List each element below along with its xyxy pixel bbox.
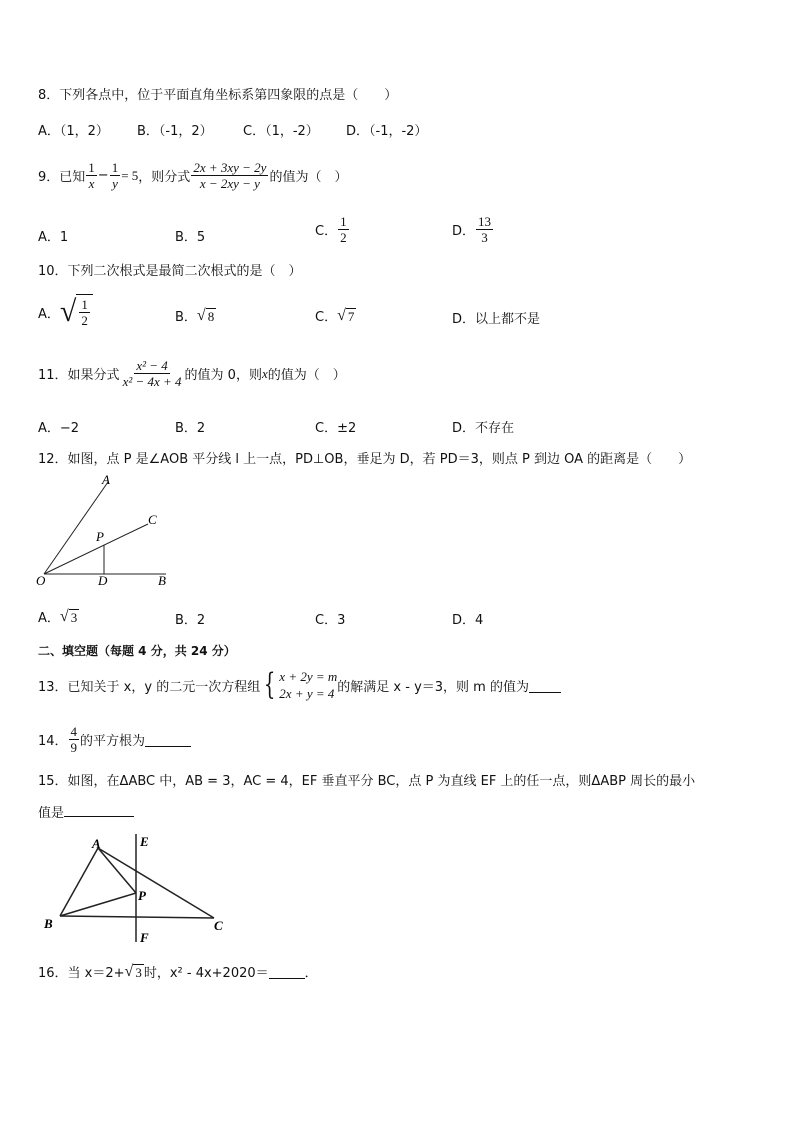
- q11-option-a: A．−2: [38, 421, 80, 436]
- q9-fraction-3: $\frac{2x + 3xy - 2y}{x - 2xy - y}$: [193, 160, 267, 191]
- q13-system: x + 2y = m 2x + y = 4: [279, 669, 338, 701]
- label-p: P: [96, 529, 104, 544]
- q10-stem: [38, 260, 302, 279]
- q11-mid: 的值为 0，则: [184, 368, 262, 383]
- q10-number: 10．: [38, 264, 68, 279]
- q15-line-1: [38, 770, 695, 789]
- q12-number: 12．: [38, 452, 68, 467]
- q14-answer-blank[interactable]: [145, 732, 191, 747]
- q9-stem: [38, 160, 347, 191]
- label-d: D: [98, 573, 108, 588]
- q11-option-b: B．2: [175, 421, 206, 436]
- q15-figure: [40, 830, 240, 948]
- q14-stem: [38, 724, 191, 755]
- q9-minus: −: [97, 168, 109, 183]
- q9-fraction-2: $\frac{1}{y}$: [111, 160, 119, 191]
- q14-post: 的平方根为: [80, 734, 146, 749]
- ray-oa: [44, 482, 108, 574]
- q11-option-d: D．不存在: [452, 421, 515, 436]
- label-b: B: [158, 573, 166, 588]
- q9-mid: ，则分式: [138, 170, 191, 185]
- q10-option-a: A． √ $\frac{1}{2}$: [38, 294, 93, 330]
- label-a: A: [102, 472, 110, 487]
- q8-stem: [38, 84, 397, 103]
- q16-post: ．: [304, 966, 318, 981]
- q9-option-d: D． $\frac{13}{3}$: [452, 214, 492, 245]
- q13-pre: 已知关于 x，y 的二元一次方程组: [67, 679, 261, 695]
- q11-post: 的值为（ ）: [267, 368, 346, 383]
- q11-var: x: [261, 365, 268, 381]
- q16-number: 16．: [38, 966, 68, 981]
- q15-text: 如图，在ΔABC 中，AB = 3，AC = 4，EF 垂直平分 BC，点 P 为直线 EF 上的任一点，则ΔABP 周长的最小: [67, 774, 696, 789]
- q12-stem: [38, 448, 691, 467]
- q8-number: 8．: [38, 88, 60, 103]
- q13-number: 13．: [38, 679, 68, 695]
- q9-fraction-1: $\frac{1}{x}$: [88, 160, 95, 191]
- q9-number: 9．: [38, 170, 60, 185]
- q12-option-b: B．2: [175, 613, 206, 628]
- q8-text: 下列各点中，位于平面直角坐标系第四象限的点是（ ）: [59, 88, 398, 103]
- q16-mid: 时，x² - 4x+2020＝: [143, 966, 269, 981]
- q9-equals: = 5: [121, 167, 139, 183]
- q12-figure: [30, 472, 180, 590]
- label-f: F: [140, 930, 149, 945]
- q11-number: 11．: [38, 368, 68, 383]
- q13-post: 的解满足 x - y＝3，则 m 的值为: [337, 679, 529, 695]
- label-c: C: [148, 512, 157, 527]
- q16-pre: 当 x＝2+: [67, 966, 125, 981]
- q11-pre: 如果分式: [67, 368, 120, 383]
- q16-stem: [38, 962, 318, 981]
- q10-option-b: B． √ 8: [175, 306, 215, 325]
- q13-answer-blank[interactable]: [529, 678, 561, 693]
- q12-option-c: C．3: [315, 613, 346, 628]
- q8-option-a: A．（1，2）: [38, 124, 109, 139]
- q9-option-a: A．1: [38, 230, 69, 245]
- q11-fraction: $\frac{\text{x² − 4}}{\text{x² − 4x + 4}}$: [122, 358, 182, 389]
- q11-option-c: C．±2: [315, 421, 357, 436]
- q14-fraction: $\frac{4}{9}$: [70, 724, 78, 755]
- q10-text: 下列二次根式是最简二次根式的是（ ）: [67, 264, 302, 279]
- segment-ap: [98, 848, 136, 893]
- q12-option-a: A． √ 3: [38, 607, 78, 626]
- section-fill-in-title: 二、填空题（每题 4 分，共 24 分）: [38, 644, 236, 658]
- q13-brace: {: [264, 667, 276, 702]
- label-a: A: [92, 836, 101, 851]
- q13-stem: [38, 668, 561, 702]
- q10-option-c: C． √ 7: [315, 306, 355, 325]
- q16-sqrt: √ 3: [124, 962, 142, 980]
- q9-option-b: B．5: [175, 230, 206, 245]
- q9-post: 的值为（ ）: [269, 170, 348, 185]
- segment-ac: [98, 848, 214, 918]
- q12-text: 如图，点 P 是∠AOB 平分线 l 上一点，PD⊥OB，垂足为 D，若 PD＝3，则点 P 到边 OA 的距离是（ ）: [67, 452, 692, 467]
- q14-number: 14．: [38, 734, 68, 749]
- q12-option-d: D．4: [452, 613, 484, 628]
- q15-answer-blank[interactable]: [64, 802, 134, 817]
- q15-number: 15．: [38, 774, 68, 789]
- q11-stem: [38, 358, 346, 389]
- q10-option-d: D．以上都不是: [452, 312, 541, 327]
- label-c: C: [214, 918, 223, 933]
- label-b: B: [44, 916, 53, 931]
- q8-option-c: C．（1，-2）: [243, 124, 319, 139]
- q15-line-2: 值是: [38, 802, 134, 821]
- label-e: E: [140, 834, 149, 849]
- q9-option-c: C． $\frac{1}{2}$: [315, 214, 347, 245]
- segment-bc: [60, 916, 214, 918]
- label-o: O: [36, 573, 46, 588]
- q8-option-b: B．（-1，2）: [137, 124, 213, 139]
- label-p: P: [138, 888, 146, 903]
- q8-option-d: D．（-1，-2）: [346, 124, 428, 139]
- q9-pre: 已知: [59, 170, 86, 185]
- q16-answer-blank[interactable]: [269, 964, 305, 979]
